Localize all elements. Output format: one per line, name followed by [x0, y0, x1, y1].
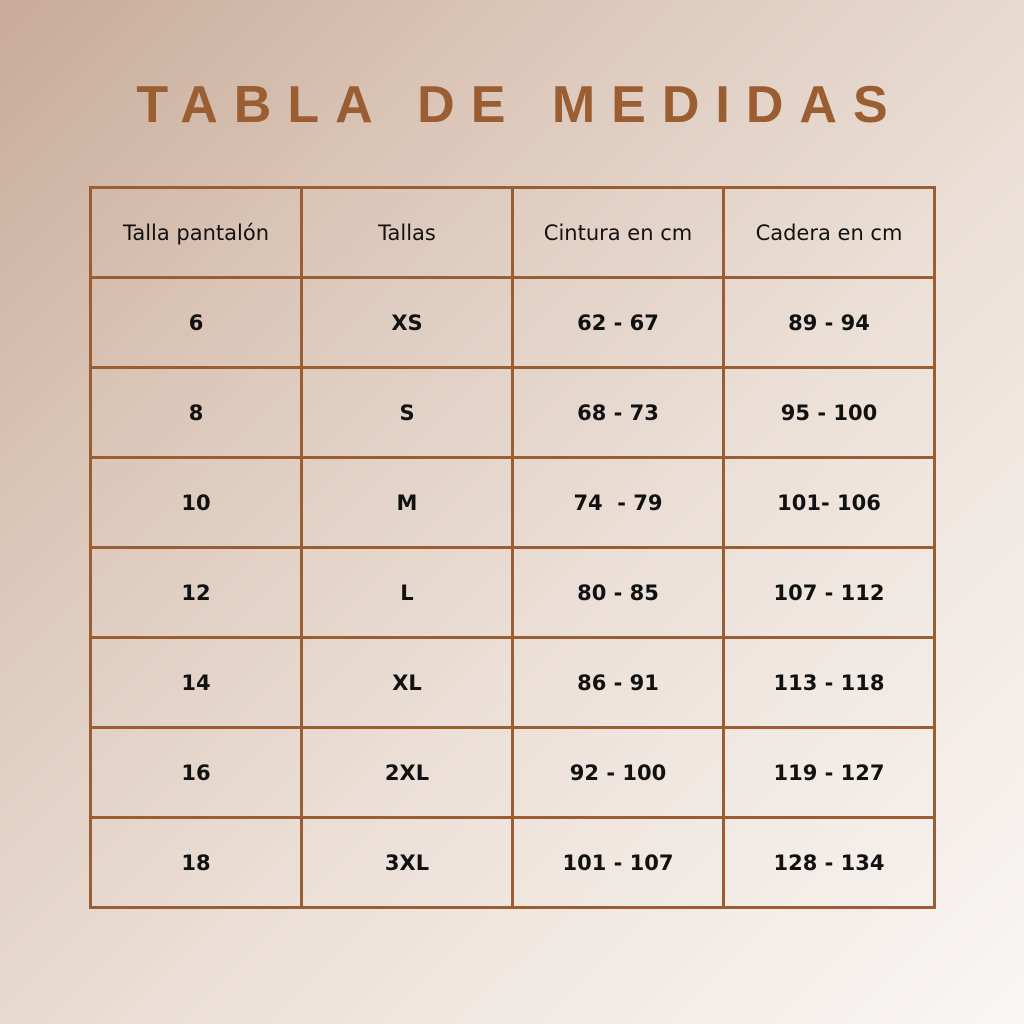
cell-cadera: 128 - 134: [724, 818, 935, 908]
table-row: [91, 638, 935, 728]
table-row: [91, 818, 935, 908]
cell-talla-pantalon: 14: [91, 638, 302, 728]
cell-cadera: 119 - 127: [724, 728, 935, 818]
cell-talla-pantalon: 12: [91, 548, 302, 638]
table-row: [91, 728, 935, 818]
cell-talla: M: [302, 458, 513, 548]
cell-cintura: 68 - 73: [513, 368, 724, 458]
cell-talla: XL: [302, 638, 513, 728]
cell-cadera: 101- 106: [724, 458, 935, 548]
cell-cintura: 101 - 107: [513, 818, 724, 908]
cell-talla-pantalon: 6: [91, 278, 302, 368]
cell-cadera: 89 - 94: [724, 278, 935, 368]
cell-cadera: 95 - 100: [724, 368, 935, 458]
table-row: [91, 548, 935, 638]
cell-talla-pantalon: 18: [91, 818, 302, 908]
header-cadera: Cadera en cm: [724, 188, 935, 278]
size-chart-table: [89, 186, 936, 909]
cell-talla: S: [302, 368, 513, 458]
cell-cintura: 62 - 67: [513, 278, 724, 368]
cell-talla: L: [302, 548, 513, 638]
cell-cintura: 86 - 91: [513, 638, 724, 728]
cell-cadera: 113 - 118: [724, 638, 935, 728]
table-row: [91, 278, 935, 368]
table-row: [91, 458, 935, 548]
table-header-row: [91, 188, 935, 278]
cell-talla-pantalon: 10: [91, 458, 302, 548]
cell-cintura: 92 - 100: [513, 728, 724, 818]
cell-talla: 2XL: [302, 728, 513, 818]
cell-cadera: 107 - 112: [724, 548, 935, 638]
cell-talla: XS: [302, 278, 513, 368]
header-tallas: Tallas: [302, 188, 513, 278]
page-title: TABLA DE MEDIDAS: [136, 76, 904, 134]
cell-talla-pantalon: 16: [91, 728, 302, 818]
header-cintura: Cintura en cm: [513, 188, 724, 278]
cell-cintura: 80 - 85: [513, 548, 724, 638]
cell-talla: 3XL: [302, 818, 513, 908]
header-talla-pantalon: Talla pantalón: [91, 188, 302, 278]
table-row: [91, 368, 935, 458]
cell-cintura: 74 - 79: [513, 458, 724, 548]
cell-talla-pantalon: 8: [91, 368, 302, 458]
